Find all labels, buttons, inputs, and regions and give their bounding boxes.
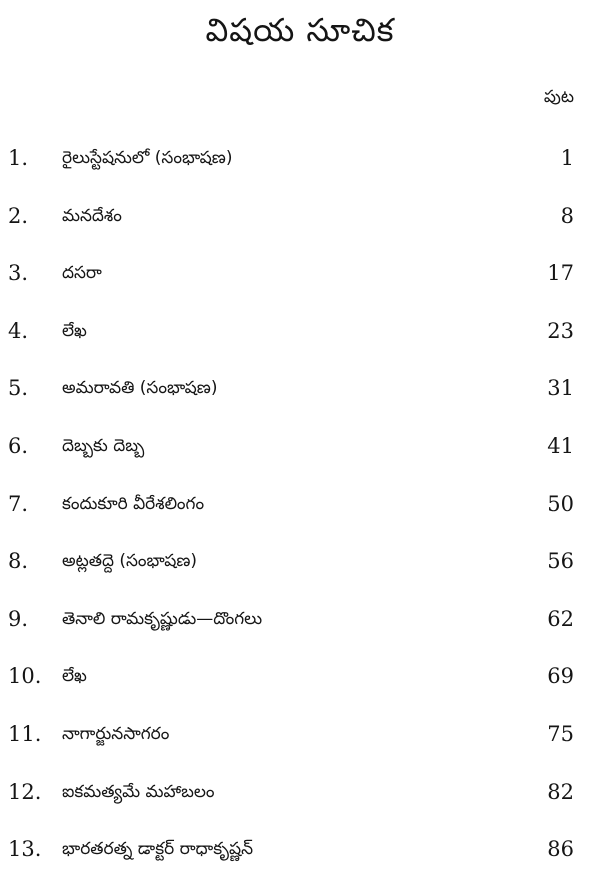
entry-title: అట్లతద్దె (సంభాషణ) (62, 551, 198, 572)
entry-title: ఐకమత్యమే మహాబలం (62, 781, 215, 802)
entry-page: 23 (547, 318, 574, 343)
contents-entry (0, 777, 600, 835)
contents-entry (0, 143, 600, 201)
contents-entry (0, 546, 600, 604)
contents-entry (0, 719, 600, 777)
entry-page: 8 (560, 203, 574, 228)
entry-number: 12. (8, 779, 42, 804)
entry-number: 3. (8, 261, 29, 286)
entry-page: 31 (547, 376, 574, 401)
entry-title: లేఖ (62, 320, 87, 341)
entry-title: అమరావతి (సంభాషణ) (62, 378, 218, 399)
entry-page: 56 (547, 549, 574, 574)
entry-title: రైలుస్టేషనులో (సంభాషణ) (62, 148, 233, 168)
contents-entry (0, 661, 600, 719)
entry-title: తెనాలి రామకృష్ణుడు—దొంగలు (62, 608, 263, 629)
entry-page: 62 (547, 606, 574, 631)
contents-entry (0, 201, 600, 259)
entry-title: మనదేశం (62, 205, 122, 226)
entry-number: 11. (8, 721, 42, 746)
entry-page: 75 (547, 721, 574, 746)
entry-title: భారతరత్న డాక్టర్ రాధాకృష్ణన్ (62, 839, 254, 860)
entry-number: 4. (8, 318, 29, 343)
entry-number: 1. (8, 146, 29, 170)
contents-entry (0, 834, 600, 892)
entry-page: 69 (547, 664, 574, 689)
entry-title: నాగార్జునసాగరం (62, 723, 170, 744)
contents-entry (0, 258, 600, 316)
entry-number: 6. (8, 433, 29, 458)
entry-title: కందుకూరి వీరేశలింగం (62, 493, 205, 514)
contents-entry (0, 316, 600, 374)
entry-page: 82 (547, 779, 574, 804)
entry-number: 8. (8, 549, 29, 574)
entry-number: 7. (8, 491, 29, 516)
entry-title: దసరా (62, 263, 102, 284)
entry-number: 9. (8, 606, 29, 631)
entry-number: 5. (8, 376, 29, 401)
contents-list (0, 143, 600, 892)
entry-title: లేఖ (62, 666, 87, 687)
page-column-label: పుట (543, 87, 574, 107)
page-title: విషయ సూచిక (205, 11, 395, 49)
entry-number: 2. (8, 203, 29, 228)
entry-page: 41 (547, 433, 574, 458)
contents-entry (0, 373, 600, 431)
contents-entry (0, 431, 600, 489)
entry-page: 1 (560, 146, 574, 170)
contents-entry (0, 604, 600, 662)
entry-title: దెబ్బకు దెబ్బ (62, 435, 145, 456)
contents-entry (0, 489, 600, 547)
entry-number: 10. (8, 664, 42, 689)
entry-page: 50 (547, 491, 574, 516)
entry-page: 17 (547, 261, 574, 286)
entry-number: 13. (8, 837, 42, 862)
entry-page: 86 (547, 837, 574, 862)
